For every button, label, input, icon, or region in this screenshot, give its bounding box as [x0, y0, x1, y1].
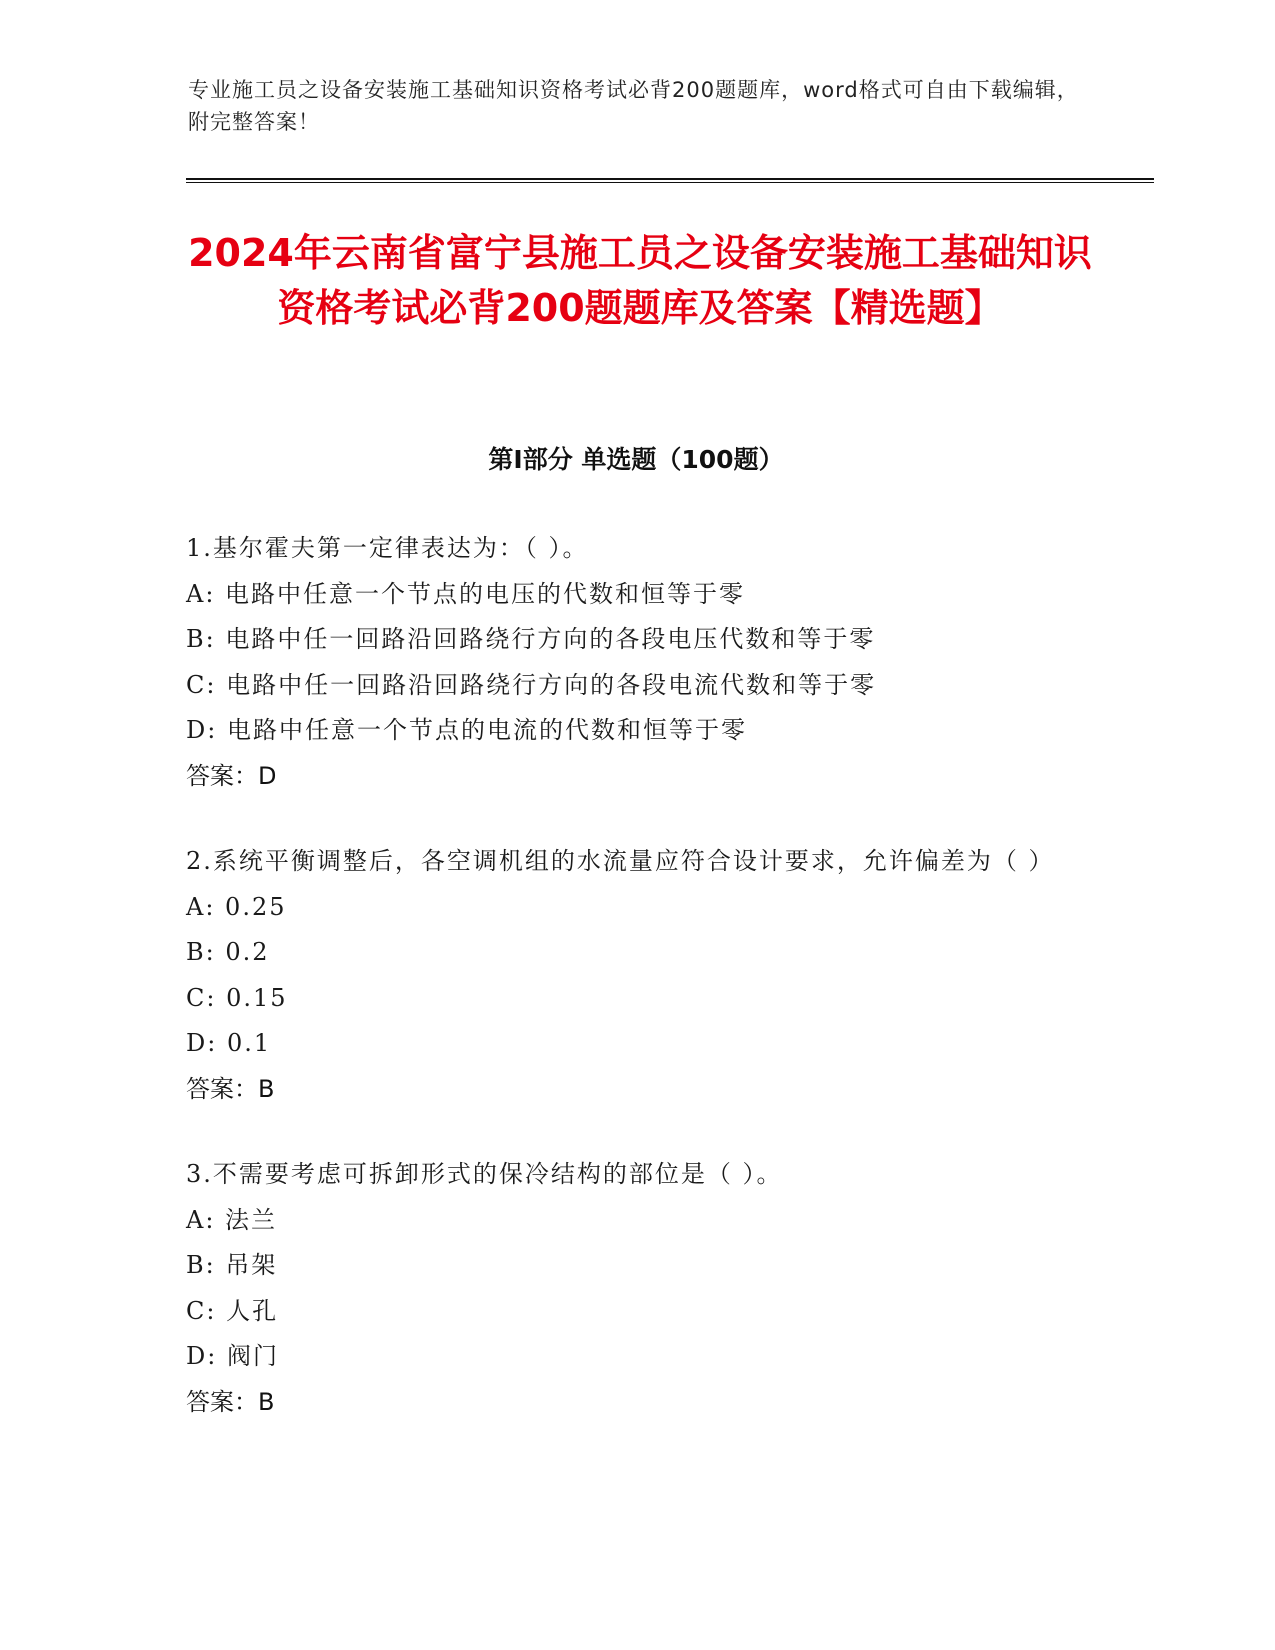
- question-stem: 3.不需要考虑可拆卸形式的保冷结构的部位是（ ）。: [186, 1160, 783, 1188]
- header-note: 专业施工员之设备安装施工基础知识资格考试必背200题题库，word格式可自由下载编辑，附完整答案！: [188, 78, 1079, 134]
- option-d: D: 电路中任意一个节点的电流的代数和恒等于零: [186, 716, 747, 744]
- header-divider: [186, 178, 1154, 183]
- question-list: [186, 526, 1086, 1465]
- question-3: [186, 1152, 1086, 1425]
- option-b: B: 电路中任一回路沿回路绕行方向的各段电压代数和等于零: [186, 625, 876, 653]
- option-a: A: 法兰: [186, 1205, 278, 1234]
- answer: 答案：B: [186, 1074, 275, 1103]
- option-b: B: 吊架: [186, 1251, 278, 1279]
- option-a: A: 0.25: [186, 892, 287, 921]
- question-2: [186, 839, 1086, 1112]
- question-stem: 1.基尔霍夫第一定律表达为：（ ）。: [186, 534, 589, 562]
- option-c: C: 0.15: [186, 983, 288, 1012]
- option-b: B: 0.2: [186, 938, 270, 966]
- option-d: D: 0.1: [186, 1029, 272, 1057]
- option-d: D: 阀门: [186, 1342, 279, 1370]
- question-1: [186, 526, 1086, 799]
- question-stem: 2.系统平衡调整后，各空调机组的水流量应符合设计要求，允许偏差为（ ）: [186, 847, 1055, 875]
- option-a: A: 电路中任意一个节点的电压的代数和恒等于零: [186, 579, 746, 608]
- document-title: 2024年云南省富宁县施工员之设备安装施工基础知识资格考试必背200题题库及答案【精选题】: [188, 231, 1092, 330]
- section-title: 第I部分 单选题（100题）: [488, 445, 784, 474]
- option-c: C: 人孔: [186, 1296, 279, 1325]
- answer: 答案：D: [186, 761, 277, 790]
- answer: 答案：B: [186, 1387, 275, 1416]
- option-c: C: 电路中任一回路沿回路绕行方向的各段电流代数和等于零: [186, 670, 877, 699]
